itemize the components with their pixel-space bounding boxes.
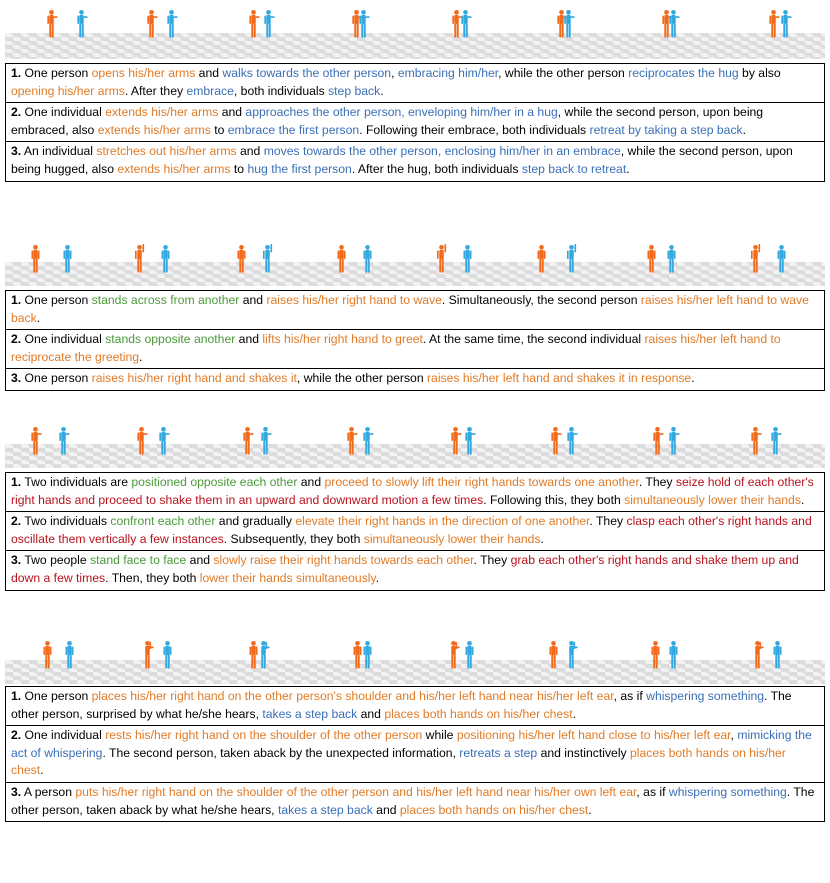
caption-highlight: places both hands on his/her chest <box>11 745 786 778</box>
caption-highlight: step back to retreat <box>521 161 627 176</box>
caption-text: , both individuals <box>233 83 329 98</box>
person-figure-orange <box>547 640 560 675</box>
person-figure-blue <box>562 9 575 44</box>
caption-highlight: takes a step back <box>277 802 373 817</box>
person-figure-blue <box>779 9 792 44</box>
caption-highlight: stands opposite another <box>105 332 236 347</box>
person-figure-blue <box>665 244 678 279</box>
caption-text: . <box>375 570 380 585</box>
caption-row <box>6 550 824 589</box>
caption-text: , while the second person, upon being hugged, also <box>11 144 793 176</box>
caption-highlight: opening his/her arms <box>11 83 125 98</box>
person-figure-orange <box>45 9 58 44</box>
caption-highlight: retreat by taking a step back <box>589 122 743 137</box>
person-figure-orange <box>751 640 764 675</box>
person-figure-blue <box>157 426 170 461</box>
caption-text: . <box>36 310 41 325</box>
caption-highlight: opens his/her arms <box>91 66 196 80</box>
caption-highlight: reciprocates the hug <box>628 66 739 80</box>
person-figure-blue <box>357 9 370 44</box>
person-figure-orange <box>29 426 42 461</box>
caption-row <box>6 511 824 550</box>
caption-highlight: places both hands on his/her chest <box>384 706 573 721</box>
caption-number: 3. <box>11 784 22 799</box>
caption-text: One person <box>21 293 92 307</box>
person-figure-orange <box>549 426 562 461</box>
caption-highlight: retreats a step <box>459 745 538 760</box>
person-figure-blue <box>775 244 788 279</box>
caption-highlight: takes a step back <box>262 706 358 721</box>
person-figure-blue <box>461 244 474 279</box>
caption-highlight: whispering something <box>668 784 787 799</box>
caption-highlight: stretches out his/her arms <box>96 144 237 159</box>
person-figure-blue <box>667 640 680 675</box>
caption-text: and <box>235 332 263 347</box>
caption-text: . At the same time, the second individual <box>422 332 645 347</box>
person-figure-orange <box>435 244 448 279</box>
caption-box-wave <box>5 290 825 391</box>
caption-text: . <box>380 83 384 98</box>
motion-strip-hug <box>5 2 825 59</box>
caption-number: 2. <box>11 105 22 120</box>
caption-text: , while the other person <box>296 371 427 386</box>
motion-strip-wave <box>5 238 825 286</box>
caption-text: An individual <box>21 144 97 159</box>
caption-row <box>6 687 824 725</box>
caption-text: , as if <box>613 689 647 703</box>
caption-text: , while the second person, upon being embraced, also <box>11 105 764 137</box>
caption-text: . <box>691 371 695 386</box>
caption-text: to <box>230 161 248 176</box>
motion-strip-handshake <box>5 420 825 468</box>
caption-highlight: puts his/her right hand on the shoulder of the other person and his/her left hand near his/her own left ear <box>75 784 637 799</box>
caption-highlight: moves towards the other person, enclosing him/her in an embrace <box>263 144 621 159</box>
caption-highlight: rests his/her right hand on the shoulder of the other person <box>105 728 423 743</box>
person-figure-blue <box>159 244 172 279</box>
caption-highlight: simultaneously lower their hands <box>363 531 541 546</box>
caption-number: 3. <box>11 371 22 386</box>
caption-box-handshake <box>5 472 825 591</box>
caption-text: . The other person, taken aback by what he/she hears, <box>11 784 815 817</box>
caption-text: and <box>218 105 246 120</box>
caption-text: . <box>40 763 44 778</box>
caption-highlight: raises his/her right hand and shakes it <box>91 371 297 386</box>
person-figure-blue <box>667 9 680 44</box>
caption-text: . <box>588 802 592 817</box>
caption-number: 1. <box>11 293 22 307</box>
caption-highlight: places his/her right hand on the other person's shoulder and his/her left hand near his/her left ear <box>91 689 614 703</box>
caption-text: Two people <box>21 553 91 568</box>
person-figure-orange <box>241 426 254 461</box>
caption-text: , while the other person <box>498 66 629 80</box>
person-figure-blue <box>57 426 70 461</box>
person-figure-orange <box>29 244 42 279</box>
caption-text: and <box>297 475 325 489</box>
caption-text: . <box>800 492 805 507</box>
caption-highlight: elevate their right hands in the direction of one another <box>295 514 590 529</box>
person-figure-blue <box>75 9 88 44</box>
person-figure-blue <box>361 244 374 279</box>
person-figure-blue <box>361 426 374 461</box>
person-figure-orange <box>749 426 762 461</box>
caption-highlight: seize hold of each other's right hands and proceed to shake them in an upward and downward motion a few times <box>11 475 814 507</box>
caption-highlight: mimicking the act of whispering <box>11 728 812 760</box>
caption-text: Two individuals <box>21 514 111 529</box>
person-figure-blue <box>771 640 784 675</box>
caption-number: 1. <box>11 689 22 703</box>
caption-box-whisper <box>5 686 825 822</box>
caption-text: One individual <box>21 105 106 120</box>
person-figure-orange <box>335 244 348 279</box>
caption-text: . The second person, taken aback by the unexpected information, <box>102 745 460 760</box>
person-figure-orange <box>447 640 460 675</box>
caption-highlight: embrace the first person <box>227 122 360 137</box>
person-figure-orange <box>535 244 548 279</box>
caption-text: and <box>372 802 400 817</box>
person-figure-orange <box>749 244 762 279</box>
caption-text: . <box>540 531 544 546</box>
caption-box-hug <box>5 63 825 182</box>
caption-text: . <box>626 161 630 176</box>
person-figure-orange <box>449 426 462 461</box>
caption-text: . They <box>638 475 676 489</box>
caption-text: , <box>391 66 398 80</box>
caption-text: Two individuals are <box>21 475 132 489</box>
caption-text: One person <box>21 689 92 703</box>
person-figure-blue <box>61 244 74 279</box>
caption-highlight: proceed to slowly lift their right hands towards one another <box>324 475 639 489</box>
caption-row <box>6 782 824 821</box>
caption-text: . Then, they both <box>105 570 200 585</box>
checkerboard-floor <box>5 262 825 286</box>
person-figure-blue <box>769 426 782 461</box>
person-figure-blue <box>361 640 374 675</box>
caption-text: . <box>139 349 143 364</box>
caption-number: 2. <box>11 332 22 347</box>
caption-text: . They <box>473 553 511 568</box>
caption-highlight: places both hands on his/her chest <box>399 802 589 817</box>
caption-text: One person <box>21 371 92 386</box>
caption-text: , as if <box>636 784 669 799</box>
caption-text: and <box>186 553 214 568</box>
caption-highlight: walks towards the other person <box>222 66 392 80</box>
caption-text: One person <box>21 66 92 80</box>
person-figure-orange <box>133 244 146 279</box>
person-figure-blue <box>565 640 578 675</box>
person-figure-orange <box>145 9 158 44</box>
caption-text: A person <box>21 784 76 799</box>
person-figure-blue <box>565 426 578 461</box>
caption-highlight: step back <box>328 83 381 98</box>
caption-text: . Following this, they both <box>483 492 625 507</box>
caption-highlight: raises his/her left hand to reciprocate the greeting <box>11 332 781 364</box>
checkerboard-floor <box>5 33 825 59</box>
caption-text: and <box>195 66 223 80</box>
person-figure-orange <box>651 426 664 461</box>
caption-text: . Simultaneously, the second person <box>441 293 641 307</box>
caption-row <box>6 64 824 102</box>
caption-highlight: stands across from another <box>91 293 240 307</box>
caption-highlight: grab each other's right hands and shake them up and down a few times <box>11 553 799 585</box>
caption-highlight: clasp each other's right hands and oscillate them vertically a few instances <box>11 514 812 546</box>
person-figure-orange <box>345 426 358 461</box>
person-figure-orange <box>247 9 260 44</box>
caption-text: and <box>357 706 385 721</box>
caption-text: to <box>210 122 228 137</box>
caption-text: . After they <box>124 83 187 98</box>
person-figure-blue <box>565 244 578 279</box>
caption-number: 1. <box>11 66 22 80</box>
caption-text: and <box>236 144 264 159</box>
caption-text: . <box>742 122 747 137</box>
caption-number: 3. <box>11 553 22 568</box>
caption-highlight: approaches the other person, enveloping him/her in a hug <box>245 105 558 120</box>
caption-highlight: raises his/her left hand and shakes it in response <box>427 371 692 386</box>
caption-number: 2. <box>11 728 22 743</box>
person-figure-orange <box>41 640 54 675</box>
caption-highlight: lifts his/her right hand to greet <box>262 332 423 347</box>
person-figure-blue <box>262 9 275 44</box>
caption-text: . The other person, surprised by what he/she hears, <box>11 689 792 721</box>
caption-text: and gradually <box>215 514 296 529</box>
caption-text: . They <box>589 514 627 529</box>
caption-row <box>6 329 824 368</box>
caption-highlight: embracing him/her <box>397 66 499 80</box>
caption-text: while <box>422 728 457 743</box>
person-figure-blue <box>463 640 476 675</box>
caption-row <box>6 473 824 511</box>
caption-highlight: hug the first person <box>247 161 352 176</box>
caption-text: . <box>572 706 577 721</box>
person-figure-blue <box>459 9 472 44</box>
caption-number: 3. <box>11 144 22 159</box>
person-figure-orange <box>649 640 662 675</box>
person-figure-blue <box>463 426 476 461</box>
caption-text: and <box>239 293 267 307</box>
person-figure-orange <box>645 244 658 279</box>
caption-highlight: positioning his/her left hand close to his/her left ear <box>456 728 731 743</box>
caption-row <box>6 291 824 329</box>
person-figure-orange <box>235 244 248 279</box>
caption-number: 2. <box>11 514 22 529</box>
caption-row <box>6 368 824 390</box>
person-figure-blue <box>165 9 178 44</box>
caption-row <box>6 102 824 141</box>
caption-highlight: raises his/her right hand to wave <box>266 293 442 307</box>
checkerboard-floor <box>5 660 825 684</box>
caption-text: One individual <box>21 332 106 347</box>
person-figure-blue <box>261 244 274 279</box>
person-figure-blue <box>63 640 76 675</box>
caption-text: . Following their embrace, both individuals <box>359 122 590 137</box>
caption-highlight: lower their hands simultaneously <box>199 570 376 585</box>
caption-text: and instinctively <box>537 745 631 760</box>
caption-highlight: extends his/her arms <box>97 122 211 137</box>
caption-text: , <box>730 728 738 743</box>
caption-highlight: positioned opposite each other <box>131 475 298 489</box>
caption-row <box>6 141 824 180</box>
caption-text: . After the hug, both individuals <box>351 161 522 176</box>
person-figure-orange <box>141 640 154 675</box>
caption-highlight: extends his/her arms <box>105 105 219 120</box>
person-figure-blue <box>667 426 680 461</box>
caption-number: 1. <box>11 475 22 489</box>
person-figure-blue <box>259 426 272 461</box>
person-figure-blue <box>257 640 270 675</box>
caption-highlight: whispering something <box>646 689 765 703</box>
caption-highlight: extends his/her arms <box>117 161 231 176</box>
caption-highlight: raises his/her left hand to wave back <box>11 293 809 325</box>
caption-highlight: simultaneously lower their hands <box>624 492 801 507</box>
caption-row <box>6 725 824 782</box>
motion-strip-whisper <box>5 634 825 684</box>
caption-text: One individual <box>21 728 106 743</box>
caption-text: by also <box>738 66 781 80</box>
caption-highlight: embrace <box>186 83 234 98</box>
caption-highlight: slowly raise their right hands towards each other <box>213 553 474 568</box>
caption-highlight: stand face to face <box>90 553 187 568</box>
checkerboard-floor <box>5 444 825 468</box>
caption-text: . Subsequently, they both <box>223 531 364 546</box>
caption-highlight: confront each other <box>110 514 216 529</box>
person-figure-orange <box>135 426 148 461</box>
person-figure-blue <box>161 640 174 675</box>
